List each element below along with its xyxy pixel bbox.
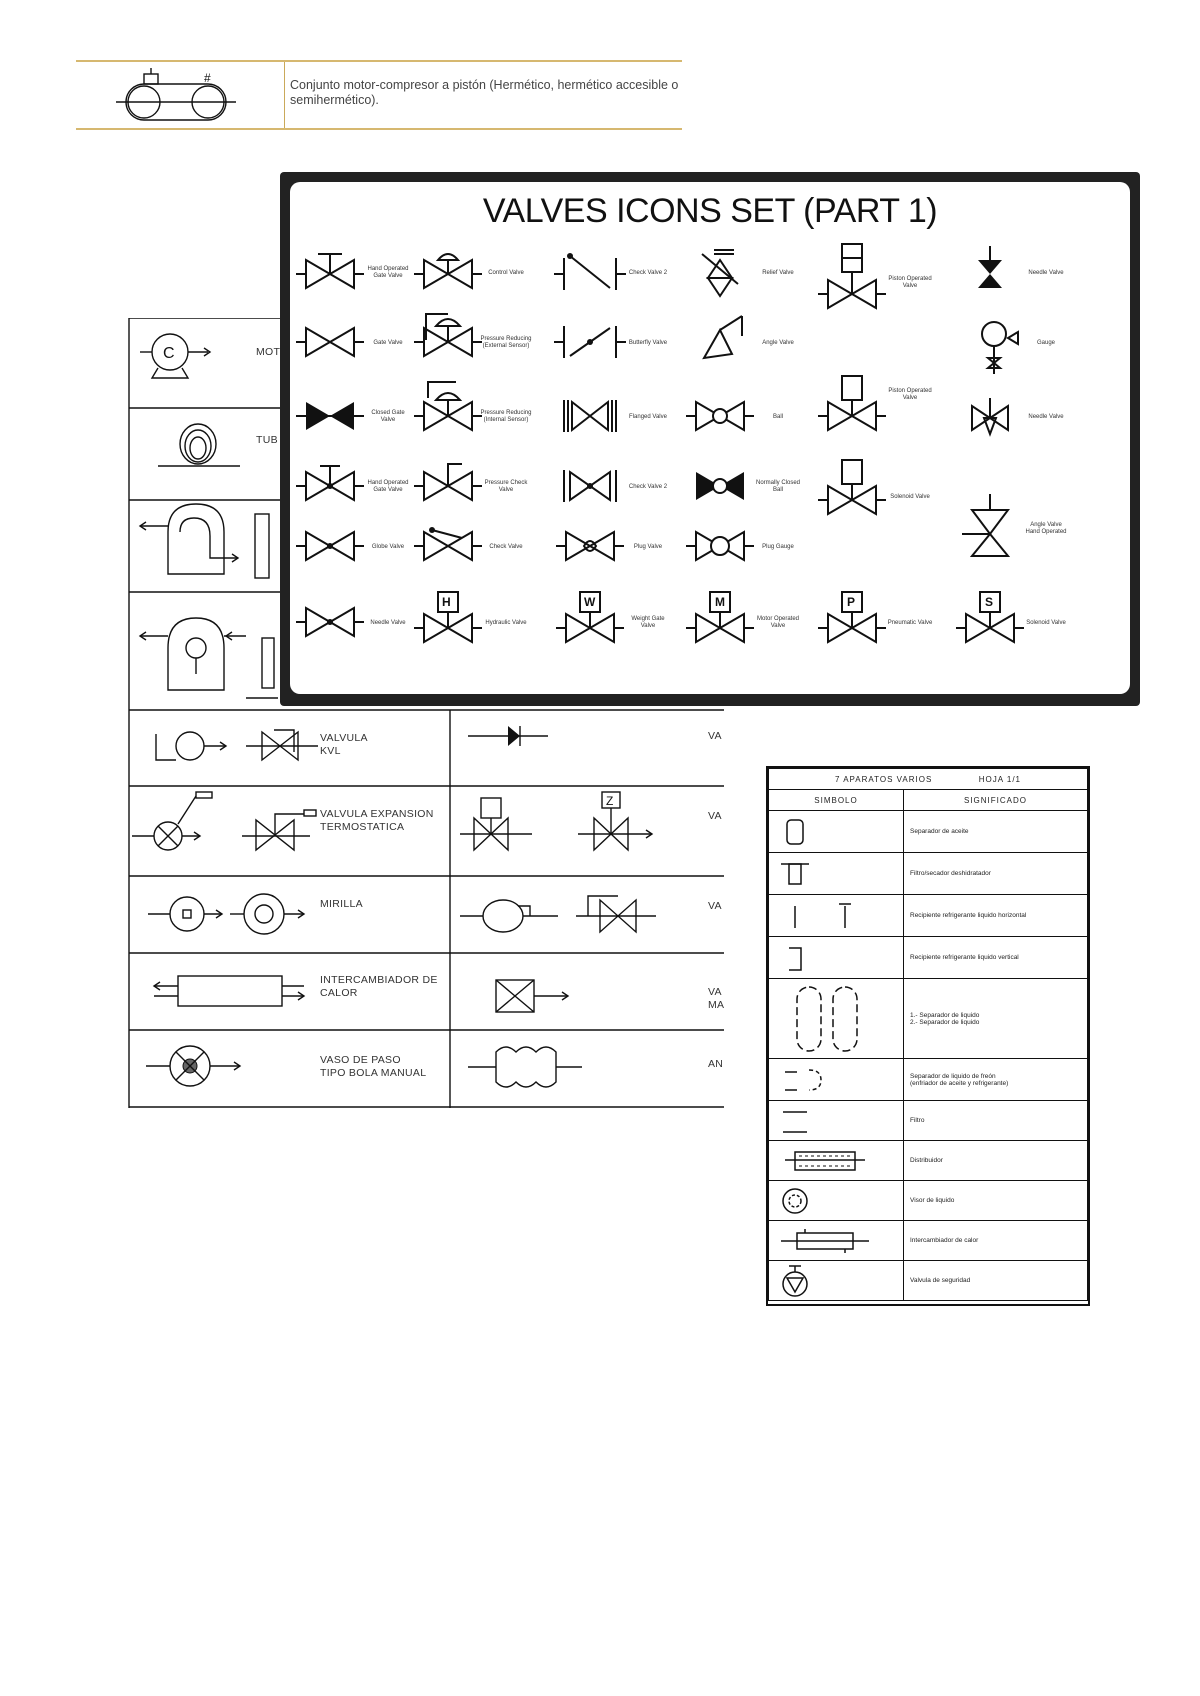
solenoid-letter: S [985, 595, 994, 609]
motor-label: MOT [256, 346, 281, 358]
valve-label: Pressure Check Valve [484, 480, 528, 493]
legend-row-5: 1.- Separador de liquido 2.- Separador de liquido [904, 979, 1088, 1059]
col2-label-3: VA [708, 900, 722, 912]
legend-row-8: Distribuidor [904, 1141, 1088, 1181]
svg-text:#: # [204, 71, 211, 85]
vertical-receiver-icon [775, 942, 815, 974]
valves-icons-card [290, 182, 1130, 694]
sight-glass-label: MIRILLA [320, 898, 363, 910]
valve-label: Check Valve 2 [628, 484, 668, 490]
valve-label: Butterfly Valve [628, 340, 668, 346]
freon-separator-icon [775, 1064, 835, 1096]
valve-label: Normally Closed Ball [755, 480, 800, 493]
col2-label-2: VA [708, 810, 722, 822]
motor-compressor-icon [116, 66, 246, 126]
liquid-separator-icon [775, 983, 875, 1055]
compressor-caption: Conjunto motor-compresor a pistón (Hermético, hermético accesible o semihermético). [290, 78, 679, 107]
valve-label: Solenoid Valve [890, 494, 930, 500]
legend-row-1: Separador de aceite [904, 811, 1088, 853]
kvl-valve-label: VALVULA KVL [320, 732, 368, 757]
valve-label: Pressure Reducing (Internal Sensor) [480, 410, 532, 423]
heat-exchanger-label: INTERCAMBIADOR DE CALOR [320, 974, 438, 999]
valve-label: Piston Operated Valve [888, 388, 932, 401]
valve-label: Check Valve 2 [628, 270, 668, 276]
svg-text:Z: Z [606, 794, 614, 808]
valve-label: Check Valve [489, 544, 523, 550]
valve-label: Motor Operated Valve [756, 616, 800, 629]
expansion-valve-label: VALVULA EXPANSION TERMOSTATICA [320, 808, 434, 833]
misc-devices-legend [766, 766, 1090, 1306]
valve-label: Hand Operated Gate Valve [367, 266, 409, 279]
valve-label: Ball [772, 414, 783, 420]
valve-label: Plug Gauge [762, 544, 794, 550]
valve-label: Plug Valve [633, 544, 663, 550]
legend-row-7: Filtro [904, 1101, 1088, 1141]
valve-symbols [290, 182, 1130, 694]
weight-letter: W [584, 595, 596, 609]
legend-sheet: HOJA 1/1 [978, 774, 1022, 784]
legend-row-11: Valvula de seguridad [904, 1261, 1088, 1301]
legend-header-meaning: SIGNIFICADO [904, 790, 1088, 811]
col2-label-1: VA [708, 730, 722, 742]
valve-label: Weight Gate Valve [631, 616, 665, 629]
motor-letter: M [715, 595, 725, 609]
valve-label: Gate Valve [373, 340, 403, 346]
filter-drier-icon [775, 858, 815, 890]
compressor-legend-strip [76, 60, 682, 130]
valve-label: Relief Valve [762, 270, 794, 276]
oil-separator-icon [775, 816, 815, 848]
legend-row-9: Visor de liquido [904, 1181, 1088, 1221]
legend-header-symbol: SIMBOLO [769, 790, 904, 811]
svg-text:C: C [163, 345, 175, 362]
valve-label: Pressure Reducing (External Sensor) [480, 336, 532, 349]
valve-label: Globe Valve [371, 544, 405, 550]
filter-icon [775, 1106, 815, 1136]
valve-label: Closed Gate Valve [371, 410, 405, 423]
tube-label: TUB [256, 434, 278, 446]
pneumatic-letter: P [847, 595, 856, 609]
legend-title: 7 APARATOS VARIOS [834, 774, 933, 784]
safety-valve-icon [775, 1264, 815, 1298]
valve-label: Hand Operated Gate Valve [367, 480, 409, 493]
valve-label: Angle Valve [762, 340, 794, 346]
legend-row-6: Separador de liquido de freón (enfriador de aceite y refrigerante) [904, 1059, 1088, 1101]
legend-row-4: Recipiente refrigerante liquido vertical [904, 937, 1088, 979]
distributor-icon [775, 1146, 875, 1176]
valve-label: Hydraulic Valve [485, 620, 527, 626]
valve-label: Control Valve [488, 270, 524, 276]
valve-label: Needle Valve [1028, 270, 1064, 276]
valve-label: Needle Valve [1028, 414, 1064, 420]
valves-title: VALVES ICONS SET (PART 1) [482, 192, 938, 230]
valve-label: Piston Operated Valve [888, 276, 932, 289]
valve-label: Needle Valve [370, 620, 406, 626]
sight-glass-icon [775, 1185, 815, 1217]
horizontal-receiver-icon [775, 900, 865, 932]
ball-valve-label: VASO DE PASO TIPO BOLA MANUAL [320, 1054, 427, 1079]
valve-label: Solenoid Valve [1026, 620, 1066, 626]
valves-icons-panel [280, 172, 1140, 706]
legend-row-2: Filtro/secador deshidratador [904, 853, 1088, 895]
valve-label: Angle Valve Hand Operated [1025, 522, 1067, 535]
col2-label-5: AN [708, 1058, 724, 1070]
valve-label: Flanged Valve [629, 414, 667, 420]
legend-row-3: Recipiente refrigerante liquido horizontal [904, 895, 1088, 937]
heat-exchanger-icon [775, 1225, 875, 1257]
col2-label-4: VA MA [708, 986, 725, 1011]
hydraulic-letter: H [442, 595, 451, 609]
valve-label: Gauge [1036, 340, 1055, 346]
valve-label: Pneumatic Valve [887, 620, 933, 626]
legend-row-10: Intercambiador de calor [904, 1221, 1088, 1261]
